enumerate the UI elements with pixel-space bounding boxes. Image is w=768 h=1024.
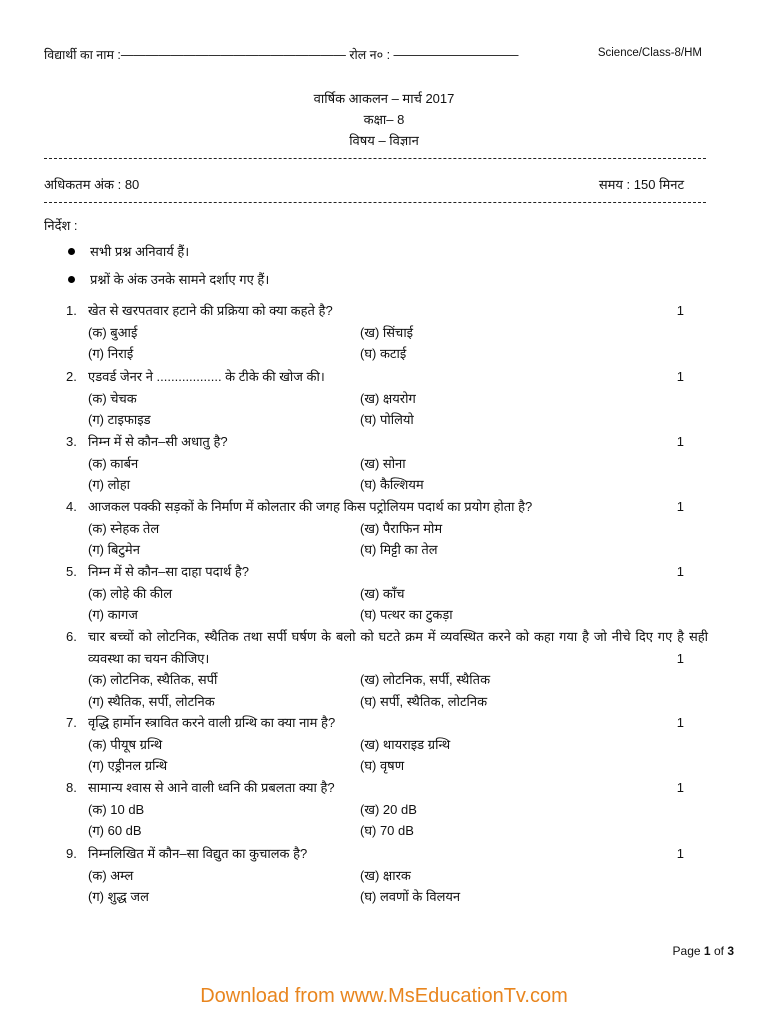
option: (ग) निराई [88, 346, 134, 361]
question-marks: 1 [676, 303, 684, 318]
question-text: खेत से खरपतवार हटाने की प्रक्रिया को क्या कहते है? [88, 303, 333, 318]
question-number: 2. [66, 369, 77, 384]
question-text: आजकल पक्की सड़कों के निर्माण में कोलतार की जगह किस पट्रोलियम पदार्थ का प्रयोग होता है? [88, 499, 533, 514]
option: (क) लोटनिक, स्थैतिक, सर्पी [88, 672, 218, 687]
question-5 [66, 561, 720, 626]
class-code: Science/Class-8/HM [597, 47, 702, 59]
download-link[interactable]: Download from www.MsEducationTv.com [200, 985, 568, 1007]
question-text: निम्न में से कौन–सा दाहा पदार्थ है? [88, 564, 249, 579]
page-total: 3 [727, 944, 734, 958]
question-9 [66, 843, 720, 908]
question-number: 8. [66, 780, 77, 795]
option: (घ) कैल्शियम [360, 477, 424, 492]
question-marks: 1 [676, 846, 684, 861]
question-3 [66, 431, 720, 496]
question-number: 3. [66, 434, 77, 449]
question-text: सामान्य श्वास से आने वाली ध्वनि की प्रबलता क्या है? [88, 780, 335, 795]
option: (घ) कटाई [360, 346, 407, 361]
question-number: 4. [66, 499, 77, 514]
instruction-item: प्रश्नों के अंक उनके सामने दर्शाए गए हैं। [66, 266, 269, 294]
marks-time-row [44, 175, 684, 193]
question-1 [66, 300, 720, 365]
question-number: 9. [66, 846, 77, 861]
option: (क) अम्ल [88, 867, 134, 883]
option: (ख) सोना [360, 455, 406, 471]
question-marks: 1 [676, 715, 684, 730]
exam-title: वार्षिक आकलन – मार्च 2017 [313, 91, 455, 106]
option: (घ) पत्थर का टुकड़ा [360, 607, 453, 622]
exam-title-block [0, 88, 768, 151]
option: (घ) मिट्टी का तेल [360, 542, 438, 557]
question-7 [66, 712, 720, 777]
option: (घ) 70 dB [360, 823, 414, 838]
question-marks: 1 [676, 499, 684, 514]
option: (ख) सिंचाई [360, 324, 414, 340]
page-prefix: Page [672, 944, 701, 958]
option: (ख) लोटनिक, सर्पी, स्थैतिक [360, 672, 491, 687]
option: (ग) कागज [88, 607, 138, 622]
option: (ग) एड्रीनल ग्रन्थि [88, 758, 168, 773]
option: (क) लोहे की कील [88, 585, 173, 601]
question-marks: 1 [676, 369, 684, 384]
exam-subject: विषय – विज्ञान [349, 133, 419, 148]
question-6 [66, 626, 720, 712]
exam-class: कक्षा– 8 [363, 112, 405, 127]
student-name-roll-line: विद्यार्थी का नाम :—————————————————— रोल न० : —————————— [44, 48, 519, 62]
question-8 [66, 777, 720, 842]
question-text: एडवर्ड जेनर ने .................. के टीके की खोज की। [88, 369, 325, 384]
option: (ख) थायराइड ग्रन्थि [360, 736, 451, 752]
page-of: of [713, 944, 724, 958]
instruction-item: सभी प्रश्न अनिवार्य हैं। [66, 238, 269, 266]
option: (ग) 60 dB [88, 823, 142, 838]
option: (घ) सर्पी, स्थैतिक, लोटनिक [360, 693, 488, 709]
question-text: वृद्धि हार्मोन स्त्रावित करने वाली ग्रन्थि का क्या नाम है? [88, 715, 336, 730]
page-number [673, 944, 734, 958]
instructions-list [66, 238, 269, 294]
question-4 [66, 496, 720, 561]
option: (ग) स्थैतिक, सर्पी, लोटनिक [88, 693, 215, 709]
question-text: चार बच्चों को लोटनिक, स्थैतिक तथा सर्पी घर्षण के बलो को घटते क्रम में व्यवस्थित करने को कहा गया है जो नीचे दिए गए है सही व्यवस्था का चयन कीजिए। [88, 629, 709, 666]
max-marks: अधिकतम अंक : 80 [44, 177, 140, 192]
question-number: 1. [66, 303, 77, 318]
question-marks: 1 [676, 650, 684, 666]
option: (ग) शुद्ध जल [88, 889, 149, 904]
option: (ग) टाइफाइड [88, 412, 151, 427]
instructions-label: निर्देश : [44, 218, 78, 233]
question-text: निम्न में से कौन–सी अधातु है? [88, 434, 228, 449]
option: (ग) बिटुमेन [88, 542, 140, 557]
divider [44, 158, 706, 159]
question-marks: 1 [676, 780, 684, 795]
option: (घ) वृषण [360, 758, 405, 773]
question-number: 5. [66, 564, 77, 579]
option: (क) बुआई [88, 324, 138, 340]
question-text: निम्नलिखित में कौन–सा विद्युत का कुचालक है? [88, 846, 308, 861]
question-marks: 1 [676, 564, 684, 579]
question-2 [66, 366, 720, 431]
option: (ख) 20 dB [360, 801, 417, 817]
question-number: 7. [66, 715, 77, 730]
option: (क) पीयूष ग्रन्थि [88, 736, 163, 752]
option: (क) चेचक [88, 390, 137, 406]
option: (ख) काँच [360, 585, 405, 601]
option: (घ) पोलियो [360, 412, 414, 427]
page-current: 1 [703, 944, 711, 958]
option: (क) स्नेहक तेल [88, 520, 160, 536]
divider [44, 202, 706, 203]
time-allowed: समय : 150 मिनट [598, 177, 684, 192]
option: (ख) क्षयरोग [360, 390, 416, 406]
question-number: 6. [66, 629, 77, 644]
option: (क) कार्बन [88, 455, 139, 471]
option: (ग) लोहा [88, 477, 131, 492]
option: (क) 10 dB [88, 801, 145, 817]
option: (ख) क्षारक [360, 867, 411, 883]
question-marks: 1 [676, 434, 684, 449]
option: (घ) लवणों के विलयन [360, 889, 461, 904]
option: (ख) पैराफिन मोम [360, 520, 443, 536]
